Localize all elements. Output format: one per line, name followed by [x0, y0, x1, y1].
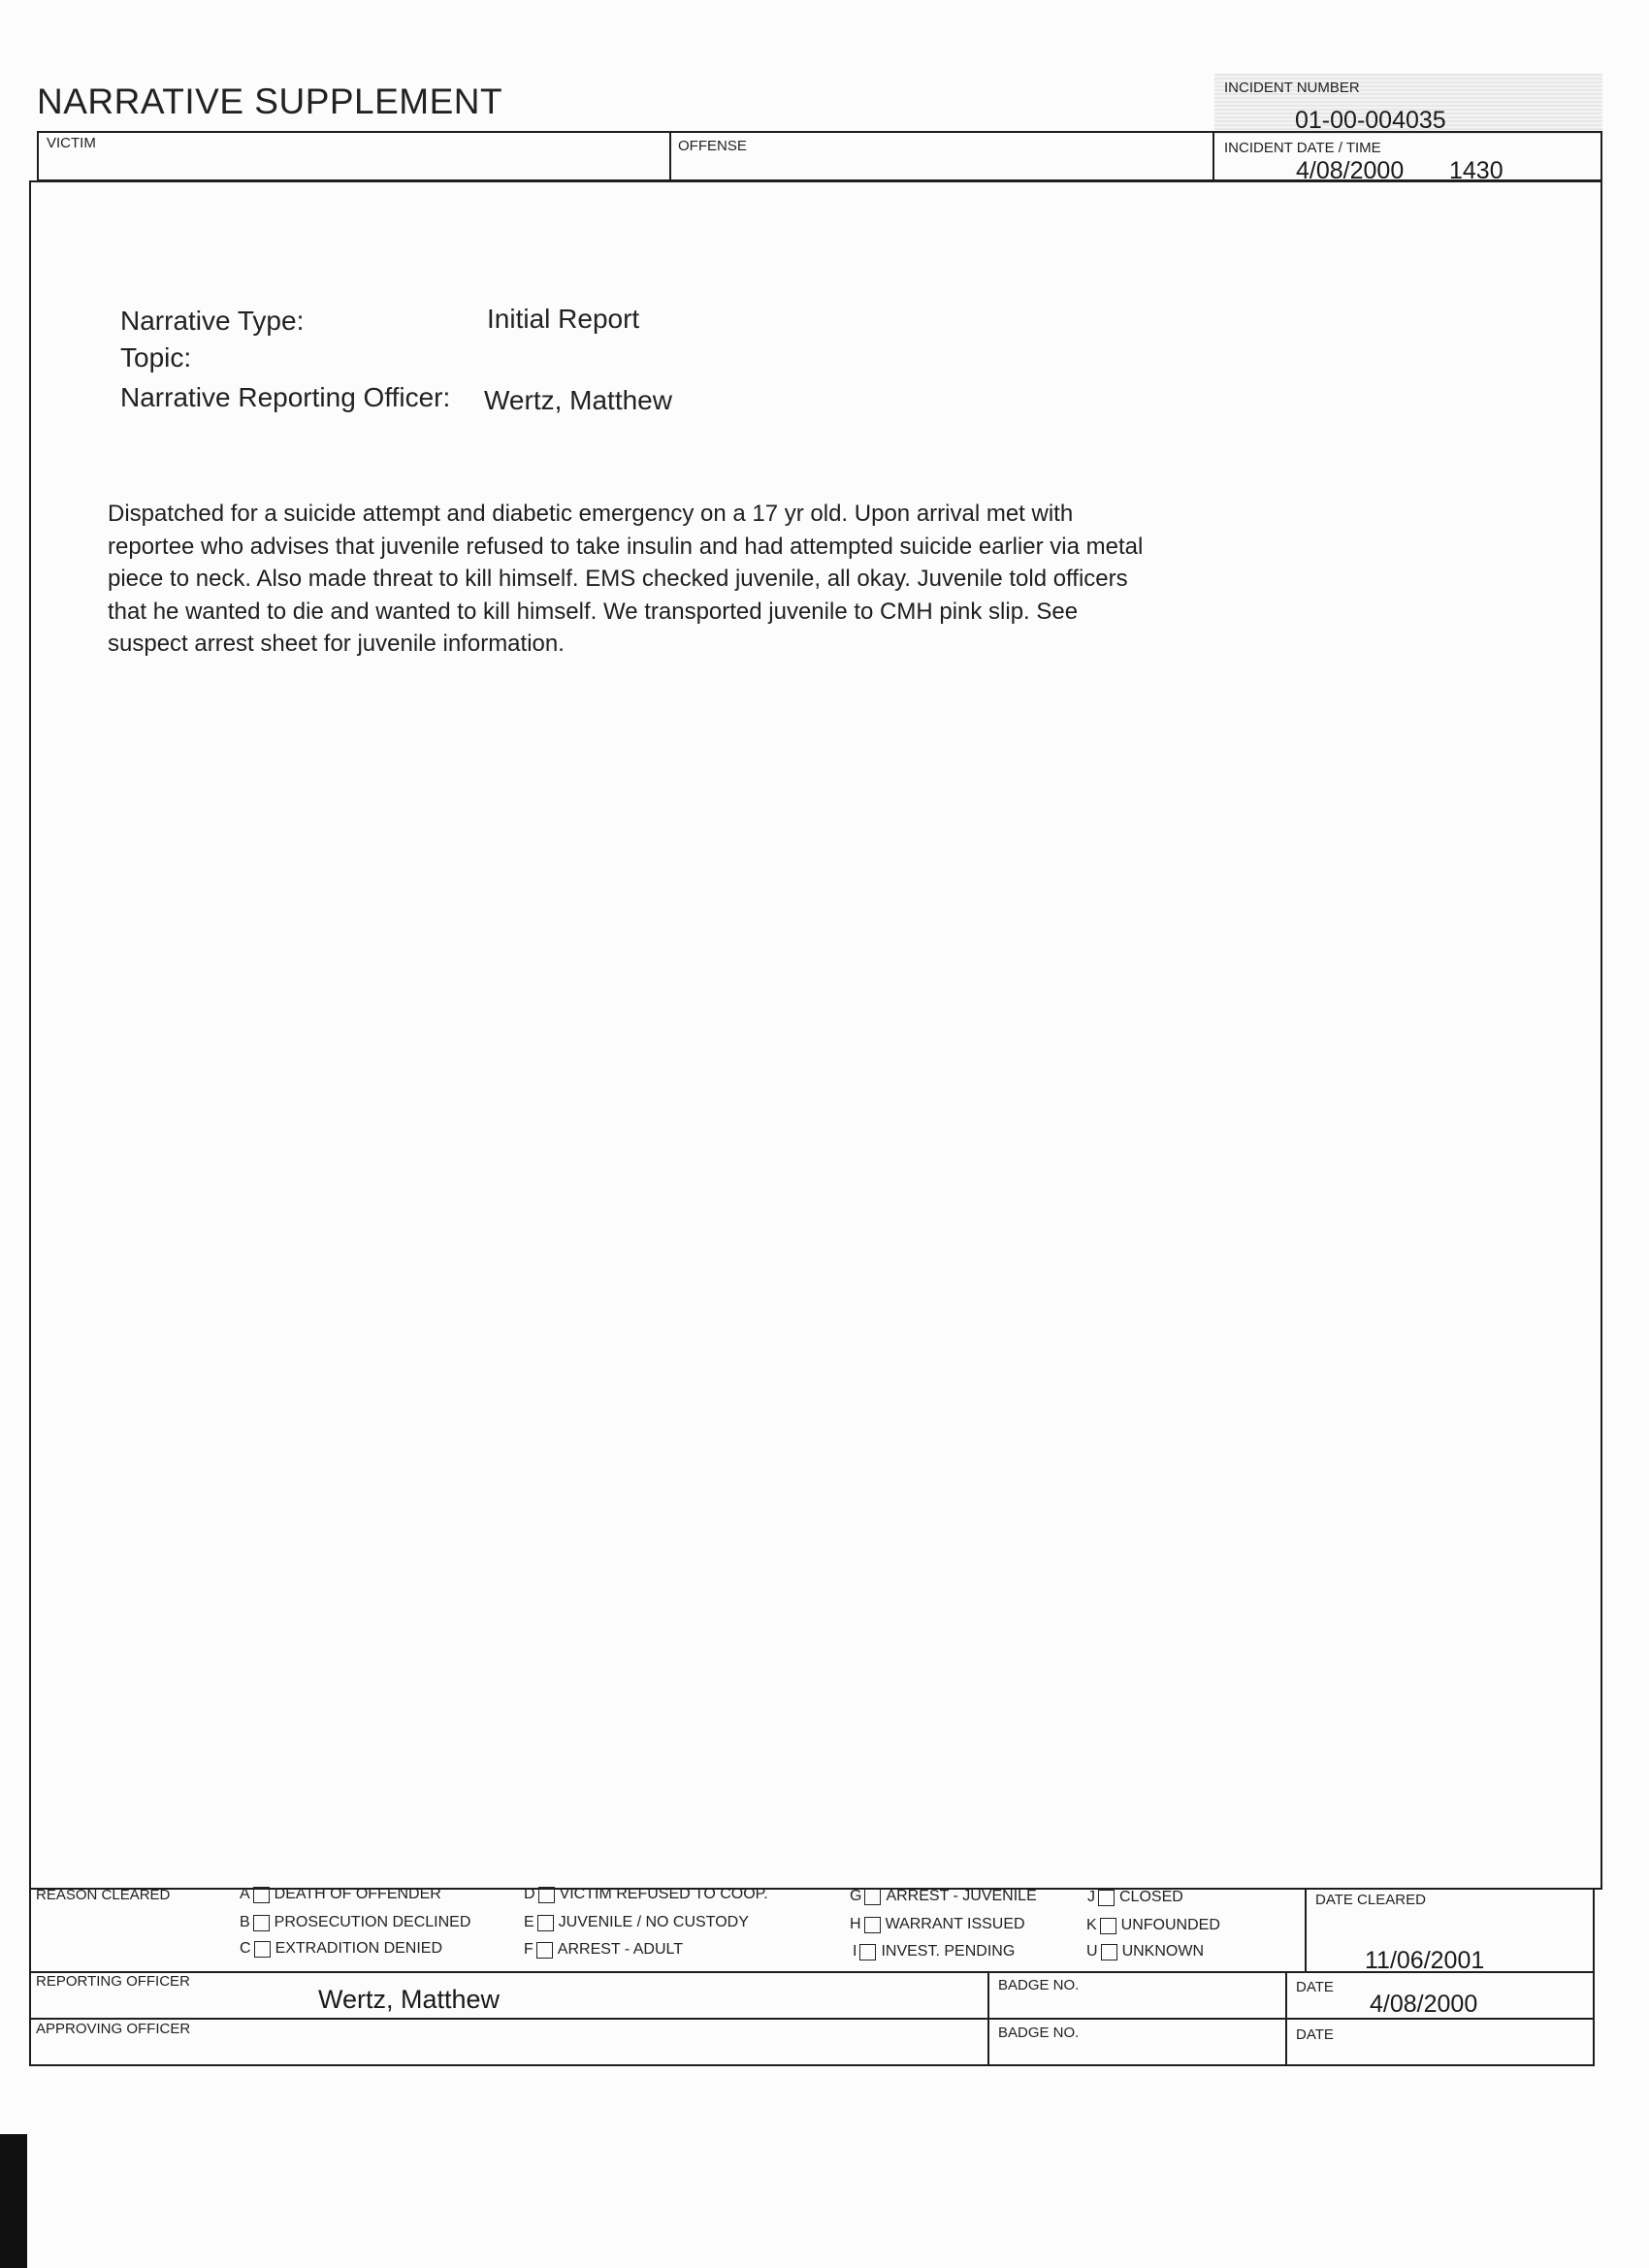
- option-label: INVEST. PENDING: [881, 1943, 1016, 1960]
- date-cleared: 11/06/2001: [1365, 1947, 1485, 1974]
- option-extradition-denied[interactable]: [240, 1940, 442, 1958]
- option-victim-refused[interactable]: [524, 1886, 768, 1903]
- narrative-line: Dispatched for a suicide attempt and diabetic emergency on a 17 yr old. Upon arrival met with: [108, 501, 1074, 527]
- topic-label: Topic:: [120, 342, 192, 373]
- option-key: H: [850, 1916, 861, 1932]
- checkbox[interactable]: [538, 1887, 555, 1903]
- narrative-line: that he wanted to die and wanted to kill himself. We transported juvenile to CMH pink slip. See: [108, 598, 1079, 625]
- offense-label: OFFENSE: [678, 138, 747, 154]
- option-label: UNFOUNDED: [1120, 1917, 1220, 1933]
- narrative-text: [108, 498, 1349, 661]
- option-prosecution-declined[interactable]: [240, 1914, 470, 1931]
- narrative-type-value: Initial Report: [487, 304, 640, 334]
- divider: [669, 132, 671, 180]
- date-cleared-label: DATE CLEARED: [1315, 1892, 1426, 1908]
- option-label: ARREST - JUVENILE: [886, 1888, 1037, 1904]
- checkbox[interactable]: [864, 1917, 881, 1933]
- divider: [987, 1972, 989, 2065]
- option-label: DEATH OF OFFENDER: [274, 1886, 441, 1902]
- option-key: U: [1086, 1943, 1098, 1960]
- option-label: CLOSED: [1119, 1889, 1183, 1905]
- checkbox[interactable]: [253, 1887, 270, 1903]
- option-warrant-issued[interactable]: [850, 1916, 1025, 1933]
- option-key: K: [1086, 1917, 1097, 1933]
- checkbox[interactable]: [537, 1915, 554, 1931]
- narrative-officer-value: Wertz, Matthew: [484, 385, 672, 415]
- divider: [1212, 132, 1214, 180]
- option-key: A: [240, 1886, 250, 1902]
- narrative-line: piece to neck. Also made threat to kill himself. EMS checked juvenile, all okay. Juvenile told officers: [108, 566, 1128, 592]
- divider: [1285, 1972, 1287, 2065]
- option-label: ARREST - ADULT: [557, 1941, 683, 1958]
- checkbox[interactable]: [859, 1944, 876, 1960]
- narrative-officer-label: Narrative Reporting Officer:: [120, 382, 451, 412]
- narrative-body-frame: [29, 180, 1602, 1890]
- approving-badge-label: BADGE NO.: [998, 2025, 1080, 2041]
- divider: [30, 1971, 1594, 1973]
- reporting-officer-label: REPORTING OFFICER: [36, 1973, 190, 1990]
- option-closed[interactable]: [1087, 1889, 1183, 1906]
- option-key: G: [850, 1888, 862, 1904]
- option-key: B: [240, 1914, 250, 1930]
- incident-time: 1430: [1449, 157, 1504, 184]
- option-key: D: [524, 1886, 535, 1902]
- approving-date-label: DATE: [1296, 2026, 1334, 2043]
- divider: [1305, 1889, 1307, 1972]
- badge-label: BADGE NO.: [998, 1977, 1080, 1993]
- option-arrest-adult[interactable]: [524, 1941, 683, 1959]
- narrative-line: reportee who advises that juvenile refused to take insulin and had attempted suicide earlier via metal: [108, 533, 1144, 560]
- option-juvenile-no-custody[interactable]: [524, 1914, 749, 1931]
- approving-officer-label: APPROVING OFFICER: [36, 2021, 191, 2037]
- option-label: JUVENILE / NO CUSTODY: [558, 1914, 749, 1930]
- incident-number-label: INCIDENT NUMBER: [1224, 80, 1360, 96]
- option-label: UNKNOWN: [1121, 1943, 1204, 1960]
- form-title: NARRATIVE SUPPLEMENT: [37, 81, 503, 121]
- option-key: I: [853, 1943, 857, 1960]
- reporting-officer: Wertz, Matthew: [318, 1985, 501, 2014]
- checkbox[interactable]: [536, 1942, 553, 1959]
- option-unfounded[interactable]: [1086, 1917, 1220, 1934]
- option-key: J: [1087, 1889, 1095, 1905]
- incident-number: 01-00-004035: [1295, 107, 1446, 134]
- option-label: PROSECUTION DECLINED: [274, 1914, 471, 1930]
- option-key: F: [524, 1941, 534, 1958]
- scan-edge: [0, 2134, 27, 2268]
- report-date: 4/08/2000: [1370, 1991, 1478, 2018]
- narrative-line: suspect arrest sheet for juvenile information.: [108, 631, 565, 657]
- option-label: WARRANT ISSUED: [885, 1916, 1025, 1932]
- option-key: C: [240, 1940, 251, 1957]
- checkbox[interactable]: [1100, 1918, 1116, 1934]
- checkbox[interactable]: [1098, 1890, 1115, 1906]
- incident-datetime-label: INCIDENT DATE / TIME: [1224, 140, 1381, 156]
- option-arrest-juvenile[interactable]: [850, 1888, 1037, 1905]
- date-label: DATE: [1296, 1979, 1334, 1995]
- option-death-of-offender[interactable]: [240, 1886, 441, 1903]
- option-label: EXTRADITION DENIED: [275, 1940, 443, 1957]
- checkbox[interactable]: [1101, 1944, 1117, 1960]
- divider: [30, 2018, 1594, 2020]
- checkbox[interactable]: [254, 1941, 271, 1958]
- option-invest-pending[interactable]: [853, 1943, 1015, 1960]
- narrative-type-label: Narrative Type:: [120, 306, 305, 336]
- checkbox[interactable]: [864, 1889, 881, 1905]
- victim-label: VICTIM: [47, 135, 96, 151]
- option-unknown[interactable]: [1086, 1943, 1204, 1960]
- option-key: E: [524, 1914, 534, 1930]
- incident-date: 4/08/2000: [1296, 157, 1405, 184]
- reason-cleared-label: REASON CLEARED: [36, 1887, 171, 1903]
- checkbox[interactable]: [253, 1915, 270, 1931]
- option-label: VICTIM REFUSED TO COOP.: [559, 1886, 768, 1902]
